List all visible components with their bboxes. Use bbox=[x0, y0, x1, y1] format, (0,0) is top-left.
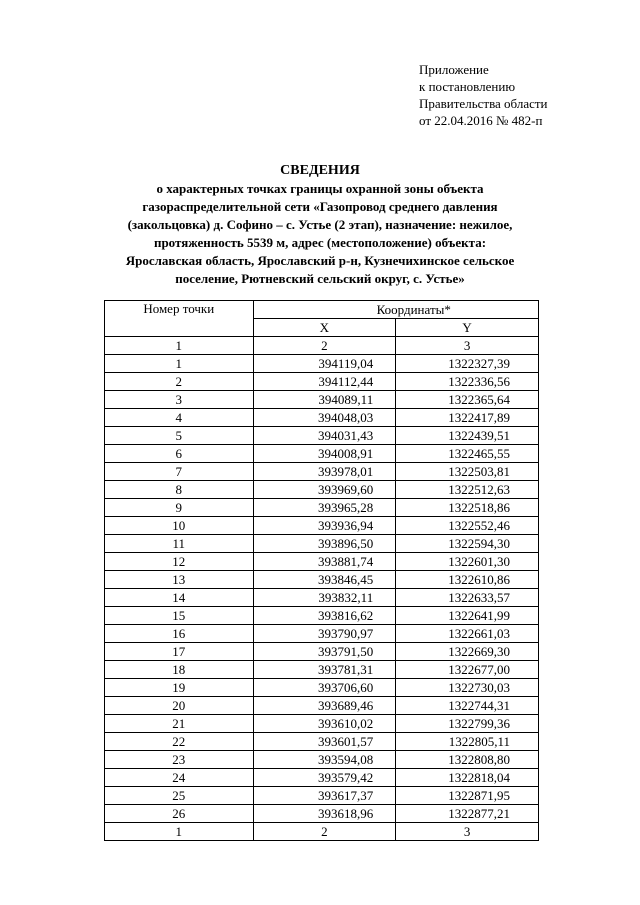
table-row bbox=[105, 625, 539, 643]
y-coordinate-cell: 1322417,89 bbox=[396, 409, 539, 427]
x-coordinate-cell: 394119,04 bbox=[253, 355, 396, 373]
y-coordinate-cell: 1322730,03 bbox=[396, 679, 539, 697]
table-row bbox=[105, 805, 539, 823]
point-number-cell: 2 bbox=[105, 373, 254, 391]
x-coordinate-cell: 393965,28 bbox=[253, 499, 396, 517]
point-number-cell: 10 bbox=[105, 517, 254, 535]
header-point-number: Номер точки bbox=[105, 301, 254, 337]
x-coordinate-cell: 394112,44 bbox=[253, 373, 396, 391]
y-coordinate-cell: 1322518,86 bbox=[396, 499, 539, 517]
table-row bbox=[105, 355, 539, 373]
x-coordinate-cell: 393978,01 bbox=[253, 463, 396, 481]
table-row bbox=[105, 733, 539, 751]
title-line: Ярославская область, Ярославский р-н, Кузнечихинское сельское bbox=[125, 253, 515, 268]
closing-cell: 2 bbox=[253, 823, 396, 841]
table-row bbox=[105, 499, 539, 517]
point-number-cell: 11 bbox=[105, 535, 254, 553]
table-row bbox=[105, 391, 539, 409]
title-line: о характерных точках границы охранной зоны объекта bbox=[156, 181, 484, 196]
x-coordinate-cell: 393579,42 bbox=[253, 769, 396, 787]
y-coordinate-cell: 1322877,21 bbox=[396, 805, 539, 823]
y-coordinate-cell: 1322818,04 bbox=[396, 769, 539, 787]
x-coordinate-cell: 393896,50 bbox=[253, 535, 396, 553]
point-number-cell: 3 bbox=[105, 391, 254, 409]
appendix-line: к постановлению bbox=[419, 79, 516, 94]
y-coordinate-cell: 1322594,30 bbox=[396, 535, 539, 553]
point-number-cell: 9 bbox=[105, 499, 254, 517]
closing-cell: 3 bbox=[396, 823, 539, 841]
y-coordinate-cell: 1322465,55 bbox=[396, 445, 539, 463]
x-coordinate-cell: 393618,96 bbox=[253, 805, 396, 823]
point-number-cell: 6 bbox=[105, 445, 254, 463]
point-number-cell: 25 bbox=[105, 787, 254, 805]
appendix-note bbox=[419, 61, 548, 129]
title-line: поселение, Рютневский сельский округ, с. Устье» bbox=[175, 271, 465, 286]
x-coordinate-cell: 394089,11 bbox=[253, 391, 396, 409]
table-row bbox=[105, 661, 539, 679]
header-coordinates: Координаты* bbox=[253, 301, 539, 319]
x-coordinate-cell: 393610,02 bbox=[253, 715, 396, 733]
header-y: Y bbox=[396, 319, 539, 337]
x-coordinate-cell: 393706,60 bbox=[253, 679, 396, 697]
title-line: протяженность 5539 м, адрес (местоположение) объекта: bbox=[153, 235, 487, 250]
point-number-cell: 7 bbox=[105, 463, 254, 481]
table-row bbox=[105, 445, 539, 463]
point-number-cell: 12 bbox=[105, 553, 254, 571]
x-coordinate-cell: 393689,46 bbox=[253, 697, 396, 715]
x-coordinate-cell: 393816,62 bbox=[253, 607, 396, 625]
y-coordinate-cell: 1322799,36 bbox=[396, 715, 539, 733]
x-coordinate-cell: 393781,31 bbox=[253, 661, 396, 679]
table-row bbox=[105, 427, 539, 445]
x-coordinate-cell: 393790,97 bbox=[253, 625, 396, 643]
point-number-cell: 13 bbox=[105, 571, 254, 589]
point-number-cell: 26 bbox=[105, 805, 254, 823]
y-coordinate-cell: 1322365,64 bbox=[396, 391, 539, 409]
y-coordinate-cell: 1322601,30 bbox=[396, 553, 539, 571]
point-number-cell: 14 bbox=[105, 589, 254, 607]
y-coordinate-cell: 1322633,57 bbox=[396, 589, 539, 607]
document-title bbox=[100, 162, 540, 288]
table-row bbox=[105, 769, 539, 787]
table-row bbox=[105, 751, 539, 769]
point-number-cell: 15 bbox=[105, 607, 254, 625]
closing-cell: 1 bbox=[105, 823, 254, 841]
y-coordinate-cell: 1322661,03 bbox=[396, 625, 539, 643]
y-coordinate-cell: 1322744,31 bbox=[396, 697, 539, 715]
y-coordinate-cell: 1322336,56 bbox=[396, 373, 539, 391]
x-coordinate-cell: 393846,45 bbox=[253, 571, 396, 589]
point-number-cell: 1 bbox=[105, 355, 254, 373]
appendix-line: от 22.04.2016 № 482-п bbox=[419, 113, 543, 128]
x-coordinate-cell: 393936,94 bbox=[253, 517, 396, 535]
index-cell: 3 bbox=[396, 337, 539, 355]
table-row bbox=[105, 481, 539, 499]
y-coordinate-cell: 1322805,11 bbox=[396, 733, 539, 751]
point-number-cell: 18 bbox=[105, 661, 254, 679]
y-coordinate-cell: 1322327,39 bbox=[396, 355, 539, 373]
coordinates-table bbox=[104, 300, 539, 841]
point-number-cell: 4 bbox=[105, 409, 254, 427]
x-coordinate-cell: 394048,03 bbox=[253, 409, 396, 427]
point-number-cell: 17 bbox=[105, 643, 254, 661]
table-row bbox=[105, 463, 539, 481]
point-number-cell: 23 bbox=[105, 751, 254, 769]
x-coordinate-cell: 394008,91 bbox=[253, 445, 396, 463]
x-coordinate-cell: 393791,50 bbox=[253, 643, 396, 661]
table-row bbox=[105, 571, 539, 589]
table-row bbox=[105, 517, 539, 535]
point-number-cell: 8 bbox=[105, 481, 254, 499]
x-coordinate-cell: 394031,43 bbox=[253, 427, 396, 445]
y-coordinate-cell: 1322552,46 bbox=[396, 517, 539, 535]
point-number-cell: 21 bbox=[105, 715, 254, 733]
y-coordinate-cell: 1322677,00 bbox=[396, 661, 539, 679]
point-number-cell: 19 bbox=[105, 679, 254, 697]
title-line: (закольцовка) д. Софино – с. Устье (2 этап), назначение: нежилое, bbox=[127, 217, 513, 232]
point-number-cell: 22 bbox=[105, 733, 254, 751]
appendix-line: Приложение bbox=[419, 62, 489, 77]
x-coordinate-cell: 393832,11 bbox=[253, 589, 396, 607]
x-coordinate-cell: 393969,60 bbox=[253, 481, 396, 499]
table-row bbox=[105, 589, 539, 607]
x-coordinate-cell: 393617,37 bbox=[253, 787, 396, 805]
table-row bbox=[105, 715, 539, 733]
table-row bbox=[105, 787, 539, 805]
title-heading: СВЕДЕНИЯ bbox=[280, 163, 360, 178]
x-coordinate-cell: 393881,74 bbox=[253, 553, 396, 571]
table-row bbox=[105, 607, 539, 625]
table-row bbox=[105, 409, 539, 427]
table-row bbox=[105, 535, 539, 553]
x-coordinate-cell: 393594,08 bbox=[253, 751, 396, 769]
y-coordinate-cell: 1322808,80 bbox=[396, 751, 539, 769]
y-coordinate-cell: 1322512,63 bbox=[396, 481, 539, 499]
x-coordinate-cell: 393601,57 bbox=[253, 733, 396, 751]
y-coordinate-cell: 1322641,99 bbox=[396, 607, 539, 625]
y-coordinate-cell: 1322871,95 bbox=[396, 787, 539, 805]
table-row bbox=[105, 553, 539, 571]
table-body bbox=[105, 355, 539, 823]
index-cell: 1 bbox=[105, 337, 254, 355]
point-number-cell: 20 bbox=[105, 697, 254, 715]
y-coordinate-cell: 1322669,30 bbox=[396, 643, 539, 661]
y-coordinate-cell: 1322610,86 bbox=[396, 571, 539, 589]
y-coordinate-cell: 1322503,81 bbox=[396, 463, 539, 481]
header-x: X bbox=[253, 319, 396, 337]
table-row bbox=[105, 643, 539, 661]
table-row bbox=[105, 373, 539, 391]
index-cell: 2 bbox=[253, 337, 396, 355]
point-number-cell: 16 bbox=[105, 625, 254, 643]
table-row bbox=[105, 679, 539, 697]
y-coordinate-cell: 1322439,51 bbox=[396, 427, 539, 445]
table-row bbox=[105, 697, 539, 715]
point-number-cell: 5 bbox=[105, 427, 254, 445]
appendix-line: Правительства области bbox=[419, 96, 548, 111]
title-line: газораспределительной сети «Газопровод среднего давления bbox=[142, 199, 498, 214]
point-number-cell: 24 bbox=[105, 769, 254, 787]
